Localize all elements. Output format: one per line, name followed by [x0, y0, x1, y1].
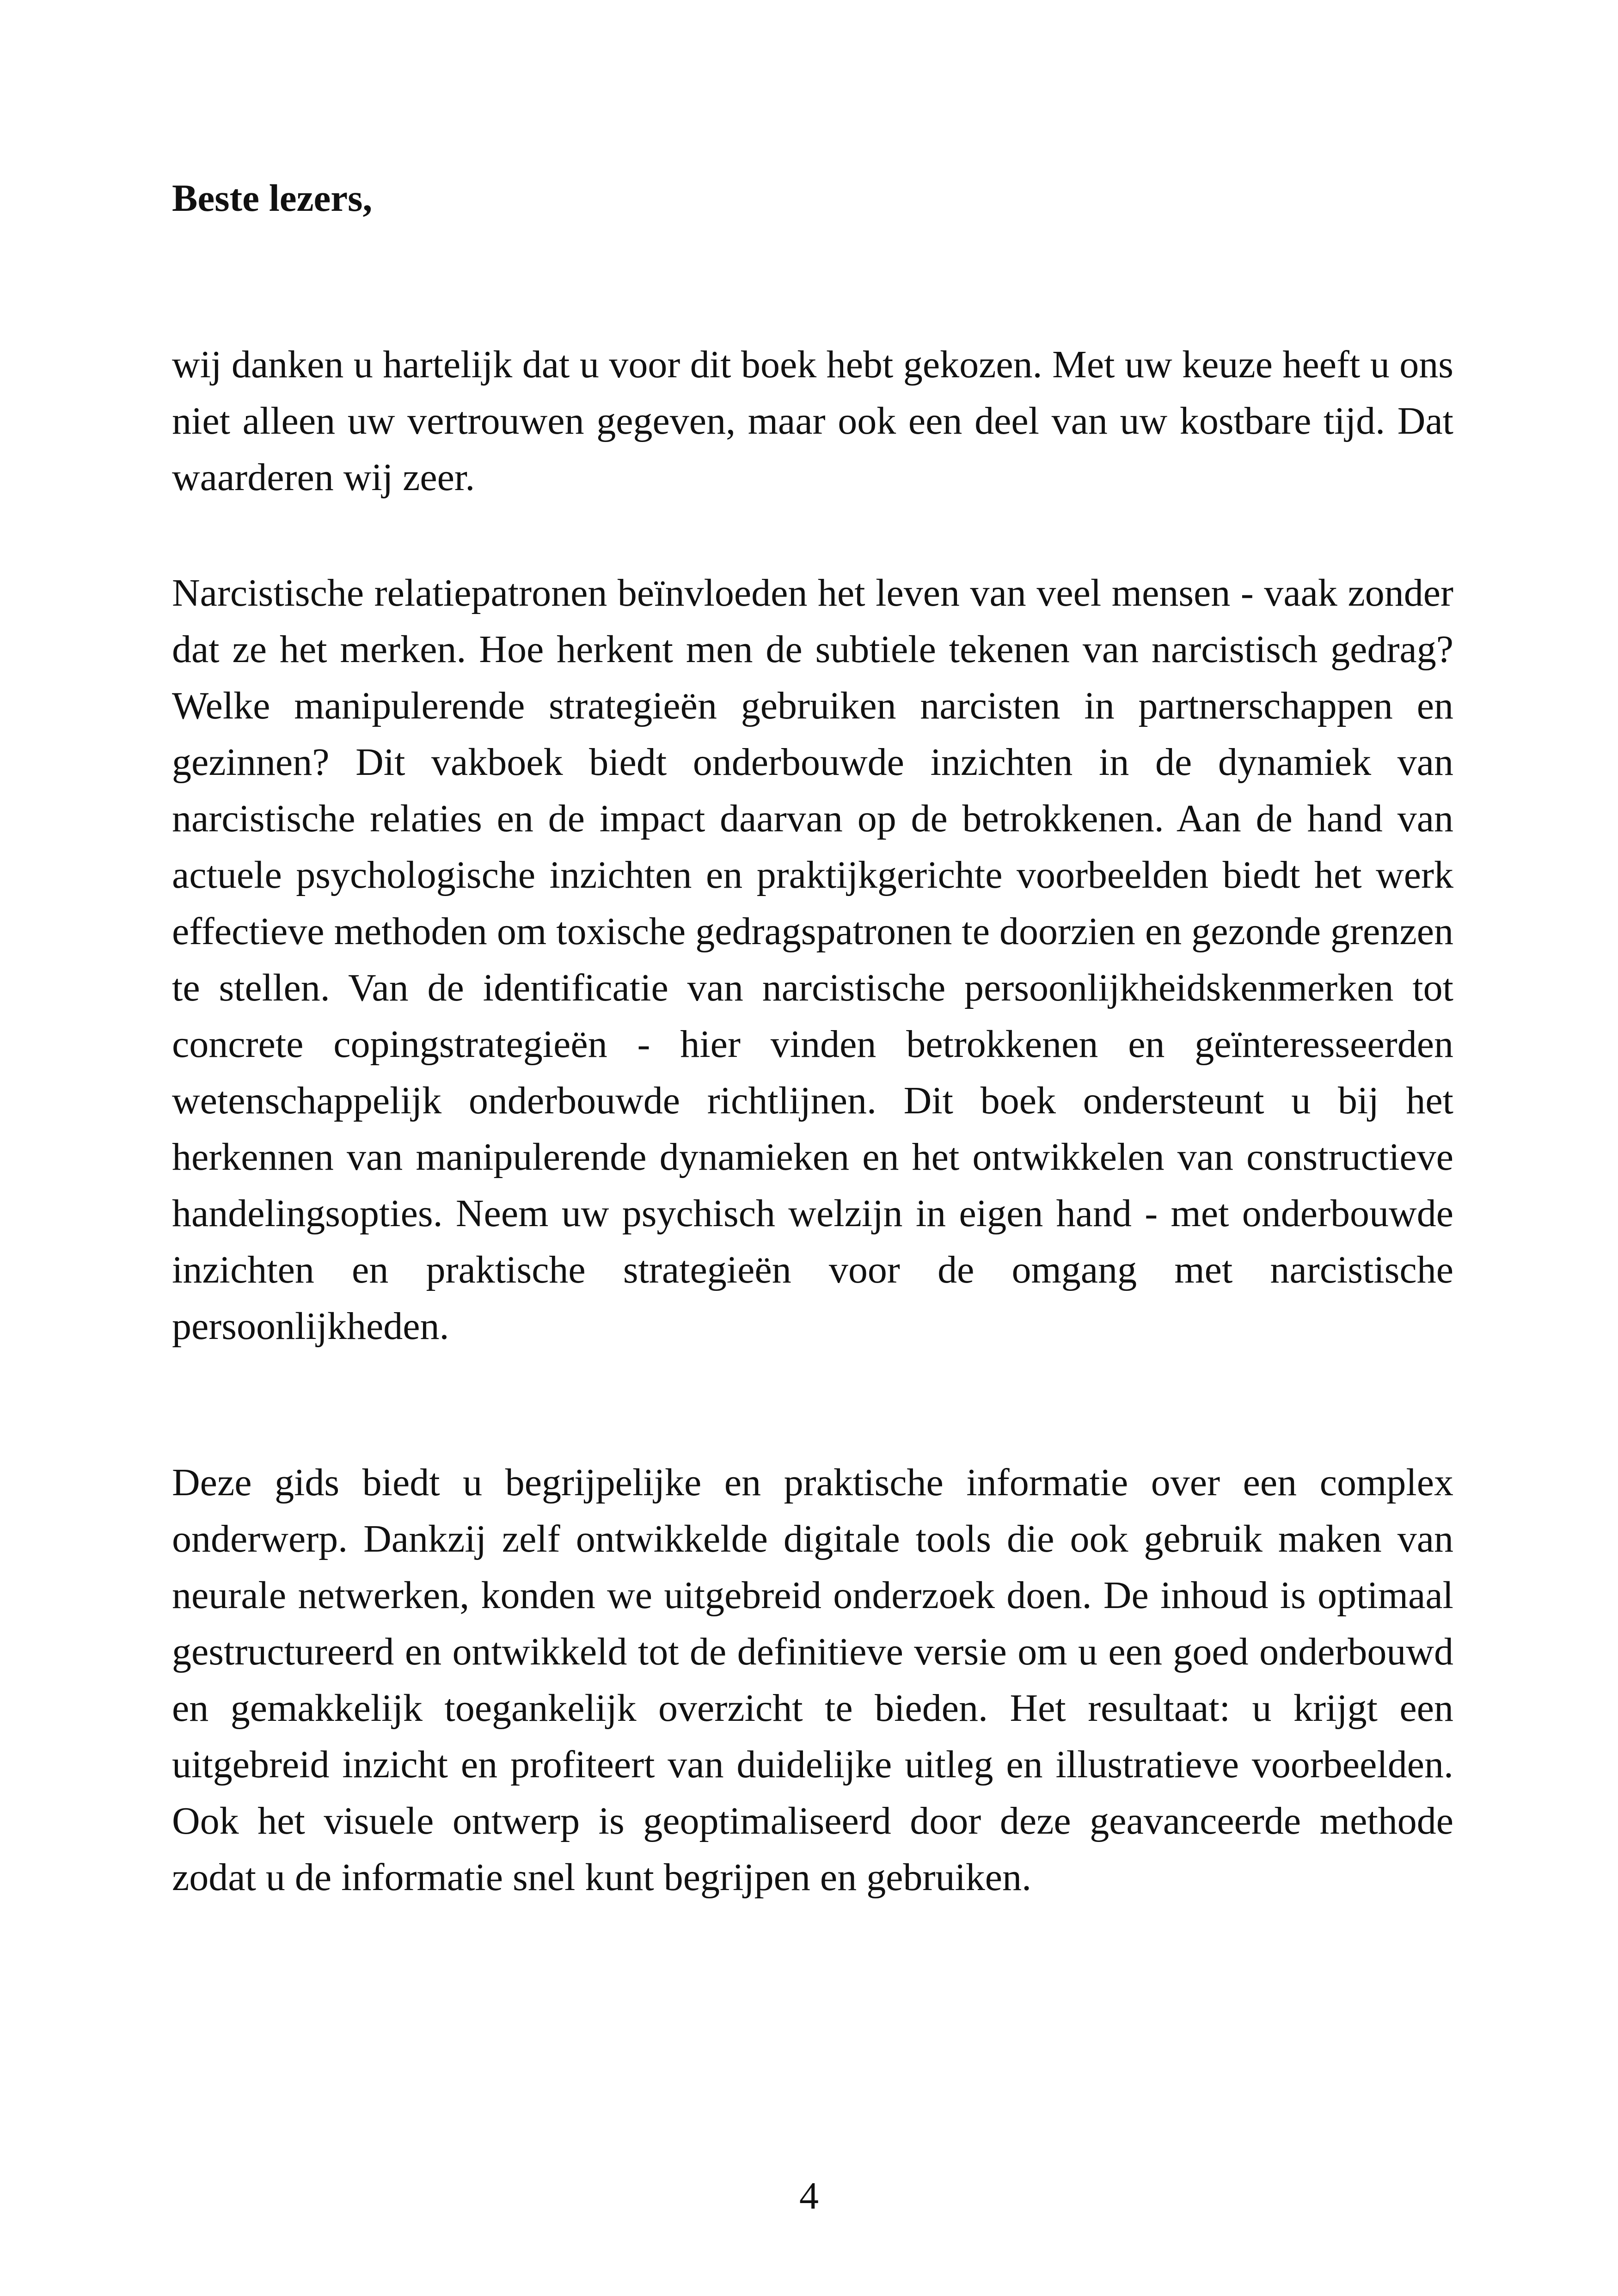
method-paragraph: Deze gids biedt u begrijpelijke en praktische informatie over een complex onderwerp. Dankzij zelf ontwikkelde digitale tools die ook gebruik maken van neurale netwerken, konden we uitgebreid onderzoek doen. De inhoud is optimaal gestructureerd en ontwikkeld tot de definitieve versie om u een goed onderbouwd en gemakkelijk toegankelijk overzicht te bieden. Het resultaat: u krijgt een uitgebreid inzicht en profiteert van duidelijke uitleg en illustratieve voorbeelden. Ook het visuele ontwerp is geoptimaliseerd door deze geavanceerde methode zodat u de informatie snel kunt begrijpen en gebruiken. — [172, 1461, 1453, 1899]
page-number: 4 — [799, 2174, 819, 2217]
greeting-heading: Beste lezers, — [172, 177, 373, 219]
topic-paragraph: Narcistische relatiepatronen beïnvloeden het leven van veel mensen - vaak zonder dat ze het merken. Hoe herkent men de subtiele tekenen van narcistisch gedrag? Welke manipulerende strategieën gebruiken narcisten in partnerschappen en gezinnen? Dit vakboek biedt onderbouwde inzichten in de dynamiek van narcistische relaties en de impact daarvan op de betrokkenen. Aan de hand van actuele psychologische inzichten en praktijkgerichte voorbeelden biedt het werk effectieve methoden om toxische gedragspatronen te doorzien en gezonde grenzen te stellen. Van de identificatie van narcistische persoonlijkheidskenmerken tot concrete copingstrategieën - hier vinden betrokkenen en geïnteresseerden wetenschappelijk onderbouwde richtlijnen. Dit boek ondersteunt u bij het herkennen van manipulerende dynamieken en het ontwikkelen van constructieve handelingsopties. Neem uw psychisch welzijn in eigen hand - met onderbouwde inzichten en praktische strategieën voor de omgang met narcistische persoonlijkheden. — [172, 571, 1453, 1348]
intro-paragraph: wij danken u hartelijk dat u voor dit boek hebt gekozen. Met uw keuze heeft u ons niet alleen uw vertrouwen gegeven, maar ook een deel van uw kostbare tijd. Dat waarderen wij zeer. — [172, 343, 1453, 499]
